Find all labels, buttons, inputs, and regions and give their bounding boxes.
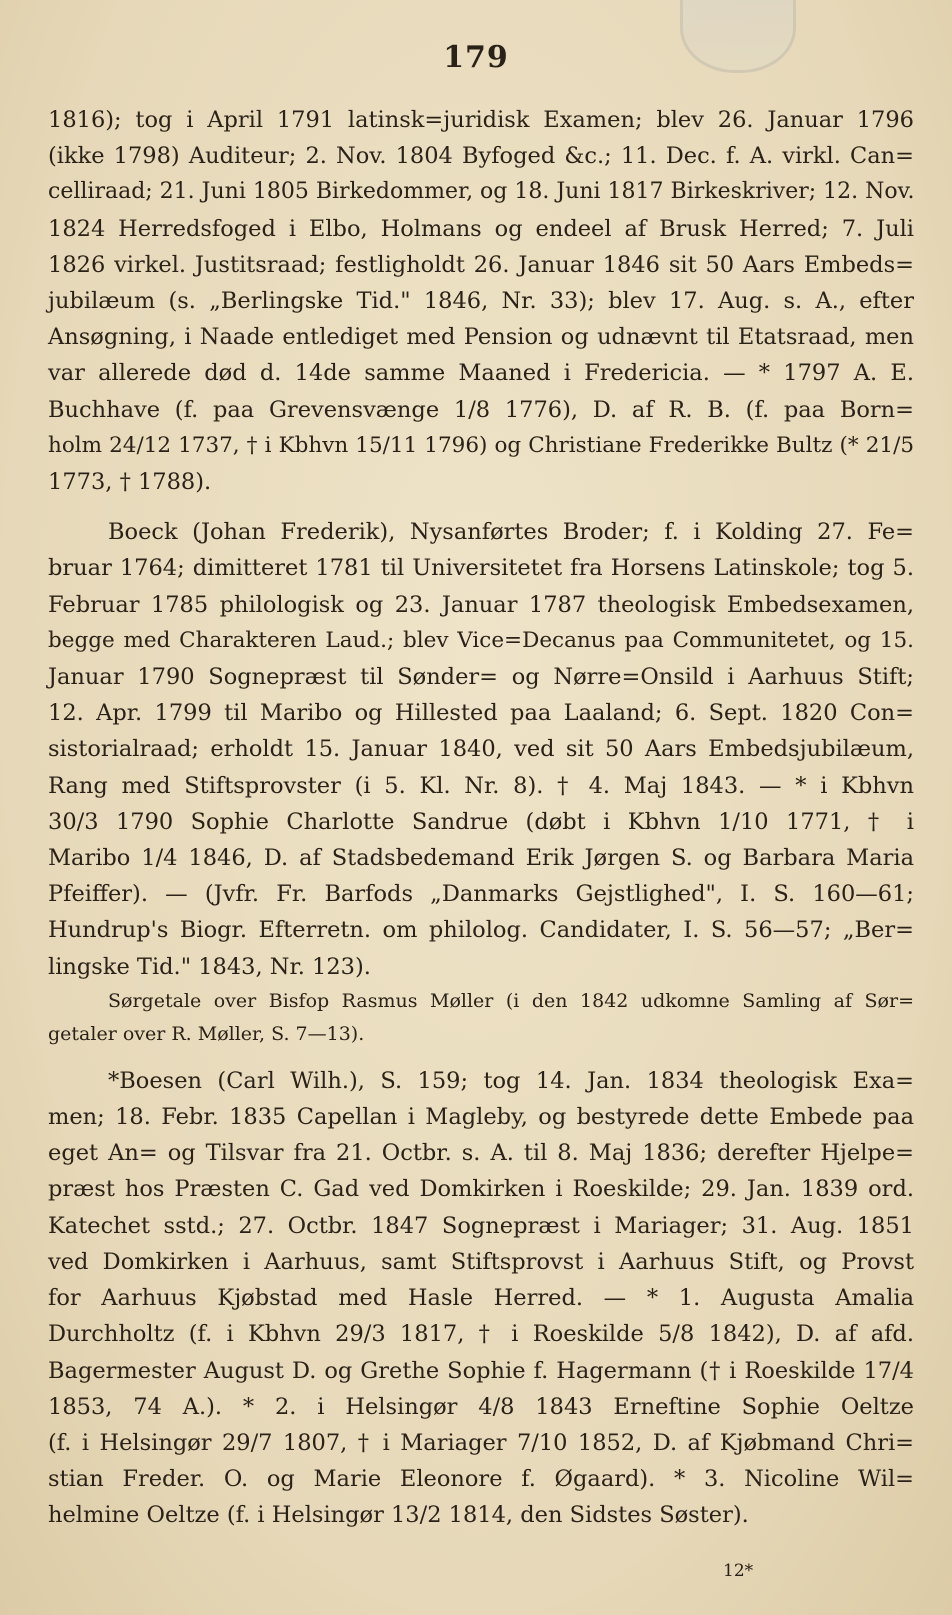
text-line: sistorialraad; erholdt 15. Januar 1840, ved sit 50 Aars Embedsjubilæum, xyxy=(48,736,914,763)
text-line: for Aarhuus Kjøbstad med Hasle Herred. — * 1. Augusta Amalia xyxy=(48,1285,914,1312)
entry-boesen xyxy=(48,1063,914,1534)
text-line: Buchhave (f. paa Grevensvænge 1/8 1776), D. af R. B. (f. paa Born= xyxy=(48,396,914,423)
text-line: Durchholtz (f. i Kbhvn 29/3 1817, † i Roeskilde 5/8 1842), D. af afd. xyxy=(48,1321,914,1348)
text-line: (ikke 1798) Auditeur; 2. Nov. 1804 Byfoged &c.; 11. Dec. f. A. virkl. Can= xyxy=(48,143,914,170)
text-line: men; 18. Febr. 1835 Capellan i Magleby, og bestyrede dette Embede paa xyxy=(48,1104,914,1131)
text-line: 1826 virkel. Justitsraad; festligholdt 26. Januar 1846 sit 50 Aars Embeds= xyxy=(48,251,914,278)
text-line: 1853, 74 A.). * 2. i Helsingør 4/8 1843 Erneftine Sophie Oeltze xyxy=(48,1393,914,1420)
text-line: Katechet sstd.; 27. Octbr. 1847 Sognepræst i Mariager; 31. Aug. 1851 xyxy=(48,1212,914,1239)
text-line: jubilæum (s. „Berlingske Tid." 1846, Nr. 33); blev 17. Aug. s. A., efter xyxy=(48,288,914,315)
text-line: bruar 1764; dimitteret 1781 til Universitetet fra Horsens Latinskole; tog 5. xyxy=(48,555,914,582)
text-line: 1824 Herredsfoged i Elbo, Holmans og endeel af Brusk Herred; 7. Juli xyxy=(48,215,914,242)
text-line: holm 24/12 1737, † i Kbhvn 15/11 1796) og Christiane Frederikke Bultz (* 21/5 xyxy=(48,432,914,458)
text-line: ved Domkirken i Aarhuus, samt Stiftsprovst i Aarhuus Stift, og Provst xyxy=(48,1248,914,1275)
entry-heading-line: Boeck (Johan Frederik), Nysanførtes Broder; f. i Kolding 27. Fe= xyxy=(108,519,914,546)
text-line: Rang med Stiftsprovster (i 5. Kl. Nr. 8). † 4. Maj 1843. — * i Kbhvn xyxy=(48,772,914,799)
entry-note xyxy=(48,985,914,1051)
text-line: 30/3 1790 Sophie Charlotte Sandrue (døbt i Kbhvn 1/10 1771, † i xyxy=(48,808,914,835)
text-line: Ansøgning, i Naade entlediget med Pension og udnævnt til Etatsraad, men xyxy=(48,324,914,351)
text-line: stian Freder. O. og Marie Eleonore f. Øgaard). * 3. Nicoline Wil= xyxy=(48,1466,914,1493)
entry-heading-line: *Boesen (Carl Wilh.), S. 159; tog 14. Jan. 1834 theologisk Exa= xyxy=(108,1067,914,1094)
page-number: 179 xyxy=(443,40,509,75)
text-line: Januar 1790 Sognepræst til Sønder= og Nørre=Onsild i Aarhuus Stift; xyxy=(48,664,914,691)
text-line: Pfeiffer). — (Jvfr. Fr. Barfods „Danmarks Gejstlighed", I. S. 160—61; xyxy=(48,881,914,908)
text-line: begge med Charakteren Laud.; blev Vice=Decanus paa Communitetet, og 15. xyxy=(48,627,914,653)
text-line: var allerede død d. 14de samme Maaned i Fredericia. — * 1797 A. E. xyxy=(48,360,914,387)
note-line: getaler over R. Møller, S. 7—13). xyxy=(48,1022,365,1045)
entry-continuation xyxy=(48,102,914,500)
text-line: 1773, † 1788). xyxy=(48,469,212,496)
text-line: (f. i Helsingør 29/7 1807, † i Mariager 7/10 1852, D. af Kjøbmand Chri= xyxy=(48,1429,914,1456)
text-line: Februar 1785 philologisk og 23. Januar 1787 theologisk Embedsexamen, xyxy=(48,591,914,618)
note-line: Sørgetale over Bisfop Rasmus Møller (i den 1842 udkomne Samling af Sør= xyxy=(108,989,914,1012)
entry-boeck xyxy=(48,514,914,1051)
text-line: præst hos Præsten C. Gad ved Domkirken i Roeskilde; 29. Jan. 1839 ord. xyxy=(48,1176,914,1203)
text-line: Bagermester August D. og Grethe Sophie f. Hagermann († i Roeskilde 17/4 xyxy=(48,1357,914,1384)
text-line: Maribo 1/4 1846, D. af Stadsbedemand Erik Jørgen S. og Barbara Maria xyxy=(48,845,914,872)
text-line: 12. Apr. 1799 til Maribo og Hillested paa Laaland; 6. Sept. 1820 Con= xyxy=(48,700,914,727)
signature-mark: 12* xyxy=(723,1561,754,1581)
text-line: helmine Oeltze (f. i Helsingør 13/2 1814, den Sidstes Søster). xyxy=(48,1502,749,1529)
text-line: Hundrup's Biogr. Efterretn. om philolog. Candidater, I. S. 56—57; „Ber= xyxy=(48,917,914,944)
text-line: eget An= og Tilsvar fra 21. Octbr. s. A. til 8. Maj 1836; derefter Hjelpe= xyxy=(48,1140,914,1167)
text-line: 1816); tog i April 1791 latinsk=juridisk Examen; blev 26. Januar 1796 xyxy=(48,107,914,133)
text-line: lingske Tid." 1843, Nr. 123). xyxy=(48,953,371,980)
page-body xyxy=(48,102,914,1534)
text-line: celliraad; 21. Juni 1805 Birkedommer, og 18. Juni 1817 Birkeskriver; 12. Nov. xyxy=(48,179,915,205)
